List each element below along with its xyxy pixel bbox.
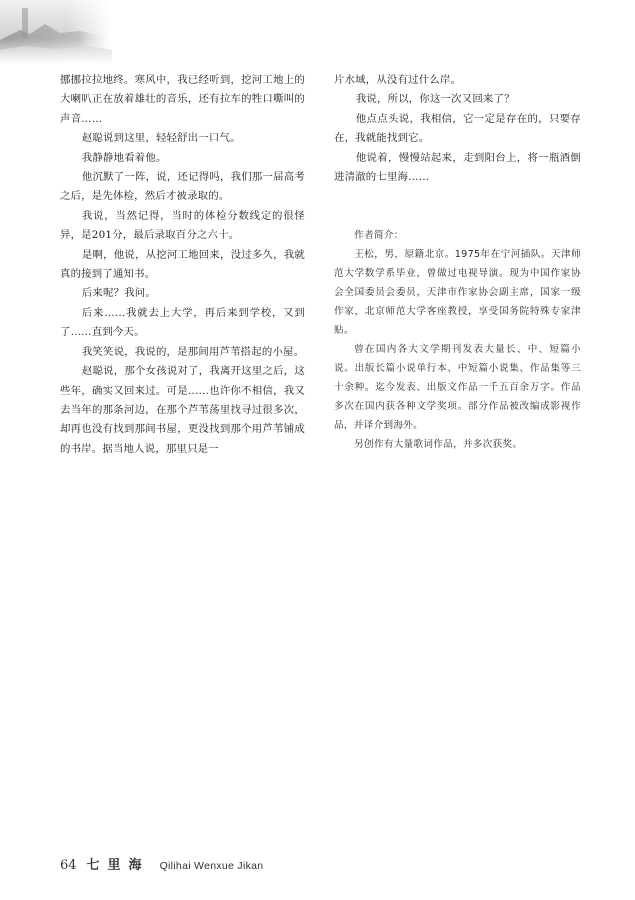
- journal-pinyin: Qilihai Wenxue Jikan: [159, 860, 264, 872]
- paragraph: 他沉默了一阵，说，还记得吗，我们那一届高考之后，是先体检，然后才被录取的。: [60, 171, 305, 203]
- paragraph: 我笑笑说，我说的，是那间用芦苇搭起的小屋。: [81, 345, 305, 358]
- paragraph: 片水域，从没有过什么岸。: [334, 74, 462, 86]
- author-bio-paragraph: 王松，男，原籍北京。1975年在宁河插队。天津师范大学数学系毕业，曾做过电视导演。现为中国作家协会全国委员会委员，天津市作家协会副主席，国家一级作家，北京师范大学客座教授，享受国务院特殊专家津贴。: [334, 249, 581, 337]
- author-bio: [334, 226, 581, 454]
- article-right-column: [334, 71, 581, 454]
- paragraph: 他点点头说，我相信，它一定是存在的，只要存在，我就能找到它。: [334, 112, 581, 145]
- paragraph: 我说，所以，你这一次又回来了？: [355, 93, 515, 106]
- paragraph: 是啊，他说，从挖河工地回来，没过多久，我就真的接到了通知书。: [60, 248, 305, 281]
- author-bio-heading: 作者简介：: [354, 230, 404, 242]
- paragraph: 我静静地看着他。: [81, 151, 167, 164]
- paragraph: 我说，当然记得，当时的体检分数线定的很怪异，是201分，最后录取百分之六十。: [60, 209, 305, 242]
- paragraph: 他说着，慢慢站起来，走到阳台上，将一瓶酒倒进清澈的七里海……: [334, 151, 581, 184]
- paragraph: 赵聪说到这里，轻轻舒出一口气。: [81, 132, 241, 145]
- article-left-column: [60, 71, 305, 459]
- header-decorative-photo: [0, 0, 112, 64]
- journal-name: 七里海: [86, 858, 150, 873]
- page-number: 64: [60, 858, 77, 873]
- paragraph: 后来呢？我问。: [81, 287, 156, 300]
- paragraph: 赵聪说，那个女孩说对了，我离开这里之后，这些年，确实又回来过。可是……也许你不相信，我又去当年的那条河边，在那个芦苇荡里找寻过很多次，却再也没有找到那间书屋，更没找到那个用芦苇铺成的书岸。据当地人说，那里只是一: [60, 365, 305, 455]
- paragraph: 后来……我就去上大学，再后来到学校，又到了……直到今天。: [60, 306, 305, 339]
- author-bio-paragraph: 另创作有大量歌词作品，并多次获奖。: [354, 439, 523, 451]
- author-bio-paragraph: 曾在国内各大文学期刊发表大量长、中、短篇小说。出版长篇小说单行本、中短篇小说集、作品集等三十余种。迄今发表、出版文作品一千五百余万字。作品多次在国内获各种文学奖项。部分作品被改编成影视作品，并译介到海外。: [334, 344, 581, 432]
- page-footer: [60, 854, 263, 873]
- paragraph: 挪挪拉拉地终。寒风中，我已经听到，挖河工地上的大喇叭正在放着雄壮的音乐，还有拉车的牲口嘶叫的声音……: [60, 74, 305, 125]
